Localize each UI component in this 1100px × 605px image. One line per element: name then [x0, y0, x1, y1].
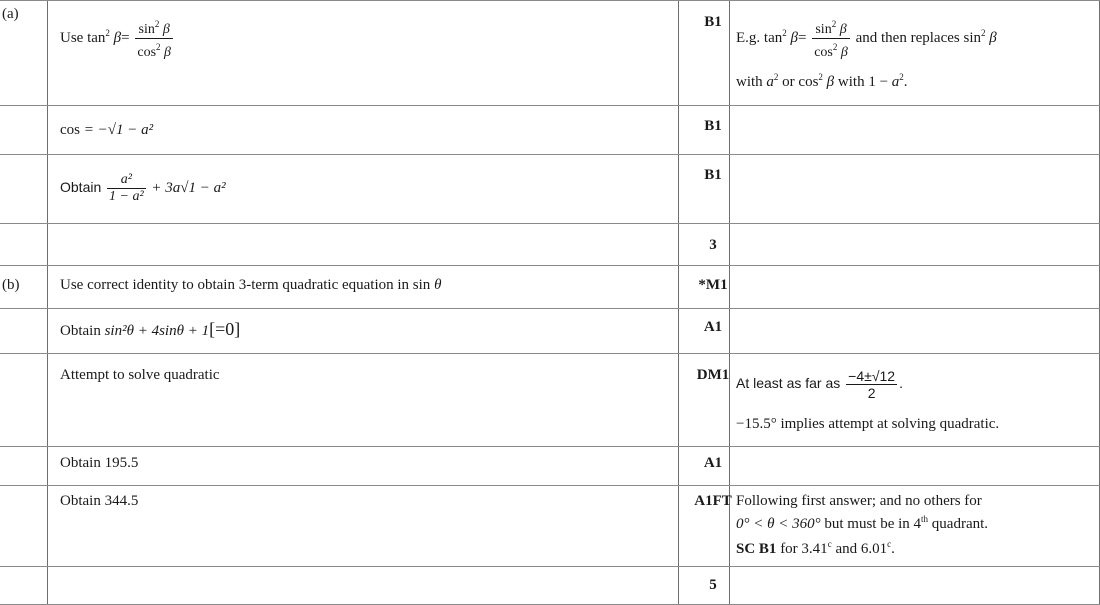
beta-symbol: β — [113, 29, 122, 46]
row-divider — [0, 154, 1100, 155]
sin-over-cos-fraction: $\frac{\sin^2 \beta}{\cos^2 \beta}$ — [812, 16, 850, 61]
mark-r5: *M1 — [698, 277, 728, 293]
mark-r6: A1 — [703, 319, 723, 335]
total-b: 5 — [709, 577, 717, 593]
guidance-r7-line1: At least as far as $\frac{-4\pm√12}{2}$ . — [736, 368, 903, 401]
row-2-answer — [60, 122, 153, 139]
mark-r8: A1 — [703, 455, 723, 471]
cos-text: cos — [60, 122, 80, 138]
mark-r2: B1 — [704, 118, 722, 134]
guidance-r1-line2: with $a^2$ or $\cos^2 \beta$ with $1 - a^2$. — [736, 72, 908, 90]
guidance-r7-line2: −15.5° implies attempt at solving quadratic. — [736, 416, 1000, 432]
row-6-answer: Obtain sin²θ + 4sinθ + 1[=0] — [60, 319, 241, 339]
eg-text: E.g. — [736, 29, 761, 46]
row-divider — [0, 566, 1100, 567]
row-divider — [0, 308, 1100, 309]
equals-sign: = — [121, 29, 130, 46]
column-divider — [47, 0, 48, 605]
sin-over-cos-fraction: $\frac{\sin^2 \beta}{\cos^2 \beta}$ — [135, 16, 173, 61]
column-divider — [729, 0, 730, 605]
row-divider — [0, 0, 1100, 1]
row-9-answer: Obtain 344.5 — [60, 493, 139, 509]
row-divider — [0, 485, 1100, 486]
mark-r3: B1 — [704, 167, 722, 183]
a-squared-fraction: $\frac{\text{a²}}{\text{1 − a²}}$ — [109, 172, 144, 204]
row-5-answer: Use correct identity to obtain 3-term quadratic equation in sin θ — [60, 277, 442, 293]
row-3-answer — [60, 172, 226, 205]
row-divider — [0, 353, 1100, 354]
then-replaces-text: and then replaces — [855, 29, 960, 46]
guidance-r9-line1: Following first answer; and no others for — [736, 493, 982, 509]
tan-squared: $\tan^2$ — [87, 27, 110, 46]
row-7-answer: Attempt to solve quadratic — [60, 367, 220, 383]
cos-expression: = −√1 − a² — [83, 122, 154, 138]
part-label-a: (a) — [2, 6, 19, 22]
quadratic-solution-fraction: $\frac{-4\pm√12}{2}$ — [848, 368, 896, 401]
mark-r1: B1 — [704, 14, 722, 30]
mark-r9: A1FT — [694, 493, 732, 509]
guidance-r1-line1: E.g. $\tan^2 \beta=$ $\frac{\sin^2 \beta}{\cos^2 \beta}$ and then replaces $\sin^2 \beta$ — [736, 16, 997, 61]
row-divider — [0, 223, 1100, 224]
total-a: 3 — [709, 237, 717, 253]
row-divider — [0, 265, 1100, 266]
mark-r7: DM1 — [696, 367, 730, 383]
row-divider — [0, 105, 1100, 106]
guidance-r9-line2: 0° < θ < 360° but must be in 4th quadrant. — [736, 514, 989, 532]
row-8-answer: Obtain 195.5 — [60, 455, 139, 471]
obtain-text: Obtain — [60, 178, 102, 195]
guidance-r9-line3: SC B1 for 3.41$^c$ and 6.01$^c$. — [736, 539, 895, 557]
row-1-answer — [60, 16, 175, 61]
part-label-b: (b) — [2, 277, 20, 293]
column-divider — [678, 0, 679, 605]
row-divider — [0, 446, 1100, 447]
expression-rest: + 3a√1 − a² — [151, 179, 226, 196]
use-text: Use — [60, 29, 84, 46]
